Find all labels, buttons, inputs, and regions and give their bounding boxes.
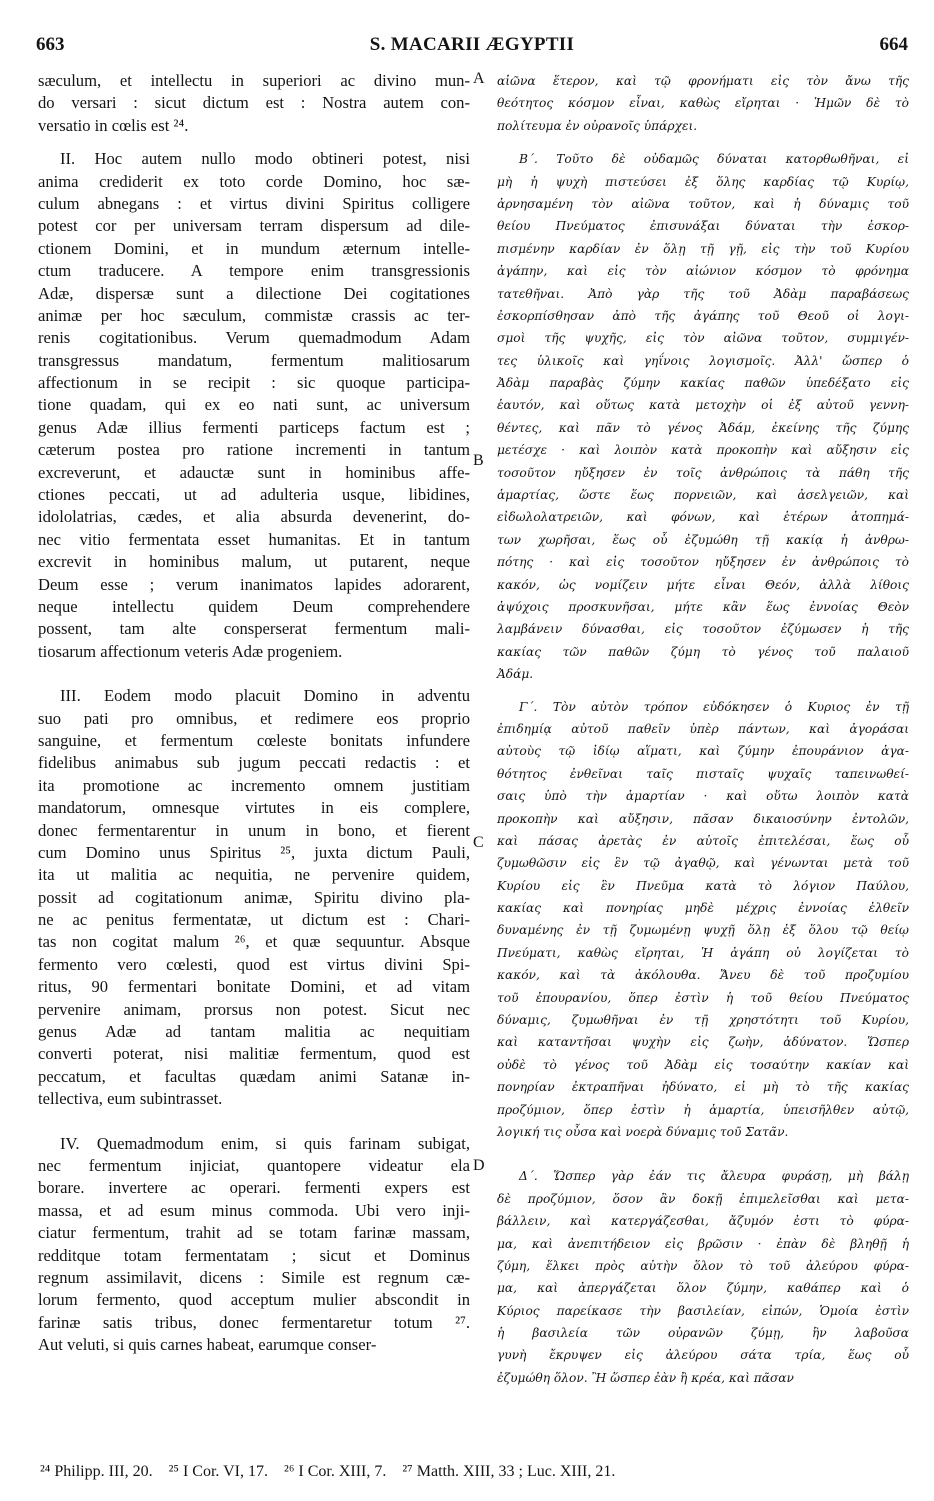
- greek-text-line: οὐδὲ τὸ γένος τοῦ Ἀδὰμ εἰς τοσαύτην κακίαν καὶ: [497, 1057, 909, 1072]
- section-marker-d: D: [473, 1157, 485, 1174]
- greek-text-line: πονηρίαν ἐκτραπῆναι ἠδύνατο, εἰ μὴ τὸ τῆς κακίας: [497, 1080, 909, 1095]
- greek-text-line: Κύριος παρείκασε τὴν βασιλείαν, εἰπών, Ὁμοία ἐστὶν: [497, 1303, 909, 1318]
- latin-text-line: tiosarum affectionum veteris Adæ progeniem.: [38, 641, 343, 661]
- latin-text-line: tellectiva, eum subintrasset.: [38, 1089, 223, 1109]
- section-marker-a: A: [473, 70, 485, 87]
- greek-text-line: Πνεύματι, καθὼς εἴρηται, Ἡ ἀγάπη οὐ λογίζεται τὸ: [497, 945, 909, 960]
- latin-text-line: excreverunt, et adauctæ sunt in hominibus affe-: [38, 462, 470, 482]
- section-marker-b: B: [473, 452, 484, 469]
- footnotes: [40, 1463, 900, 1481]
- latin-text-line: affectionum in se recipit : sic quoque participa-: [38, 373, 470, 393]
- greek-text-line: Γ΄. Τὸν αὐτὸν τρόπον εὐδόκησεν ὁ Κυριος ἐν τῇ: [519, 699, 909, 714]
- latin-text-line: regnum assimilavit, dicens : Simile est regnum cæ-: [38, 1267, 470, 1287]
- latin-text-line: versatio in cœlis est ²⁴.: [38, 115, 189, 135]
- greek-paragraph: [497, 148, 909, 685]
- latin-text-line: cæterum postea pro ratione incrementi in tantum: [38, 440, 470, 460]
- greek-text-line: κακίας τῶν παθῶν ζύμη τὸ γένος τοῦ παλαιοῦ: [497, 644, 909, 659]
- greek-text-line: τατεθῆναι. Ἀπὸ γὰρ τῆς τοῦ Ἀδὰμ παραβάσεως: [497, 286, 909, 301]
- footnote-25: ²⁵ I Cor. VI, 17.: [168, 1463, 269, 1480]
- greek-paragraph: [497, 1165, 909, 1389]
- greek-text-line: μα, καὶ ἀπεργάζεται ὅλον ζύμην, καθάπερ καὶ ὁ: [497, 1281, 909, 1296]
- greek-text-line: ἐσκορπίσθησαν ἀπὸ τῆς ἀγάπης τοῦ Θεοῦ οἱ λογι-: [497, 308, 909, 323]
- greek-text-line: γυνὴ ἔκρυψεν εἰς ἀλεύρου σάτα τρία, ἕως οὗ: [497, 1348, 909, 1363]
- latin-text-line: ciatur fermentum, trahit ad se totam farinæ massam,: [38, 1223, 470, 1243]
- latin-paragraph: [38, 148, 470, 663]
- latin-text-line: borare. invertere ac operari. fermenti expers est: [38, 1178, 470, 1198]
- latin-text-line: genus Adæ illius fermenti particeps factum est ;: [38, 417, 470, 437]
- latin-text-line: possent, tam alte consperserat fermentum mali-: [38, 619, 470, 639]
- latin-text-line: sæculum, et intellectu in superiori ac divino mun-: [38, 71, 470, 90]
- greek-text-line: Κυρίου εἰς ἓν Πνεῦμα κατὰ τὸ λόγιον Παύλου,: [497, 878, 909, 893]
- greek-text-line: αὐτοὺς τῷ ἰδίῳ αἵματι, καὶ ζύμην ἐπουράνιον ἀγα-: [497, 744, 909, 759]
- greek-text-line: ἡ βασιλεία τῶν οὐρανῶν ζύμῃ, ἣν λαβοῦσα: [497, 1326, 909, 1341]
- latin-text-line: ita promotione ac incremento omnem justitiam: [38, 775, 470, 795]
- greek-text-line: κακόν, ὡς νομίζειν μήτε εἶναι Θεόν, ἀλλὰ λίθοις: [497, 577, 909, 592]
- latin-paragraph: [38, 685, 470, 1110]
- latin-text-line: III. Eodem modo placuit Domino in adventu: [60, 686, 470, 706]
- greek-text-line: λογική τις οὖσα καὶ νοερὰ δύναμις τοῦ Σατᾶν.: [497, 1124, 789, 1139]
- latin-text-line: ritus, 90 fermentari bonitate Domini, et ad vitam: [38, 977, 470, 997]
- latin-text-line: redditque totam fermentatam ; sicut et Dominus: [38, 1245, 470, 1265]
- latin-text-line: suo pati pro omnibus, et redimere eos proprio: [38, 708, 470, 728]
- greek-text-line: πότης · καὶ εἰς τοσοῦτον ηὔξησεν ἐν ἀνθρώποις τὸ: [497, 555, 909, 570]
- greek-text-line: ἑαυτόν, καὶ οὕτως κατὰ μετοχὴν οἱ ἐξ αὐτοῦ γεννη-: [497, 398, 909, 413]
- greek-text-line: κακόν, καὶ τὰ ἀκόλουθα. Ἄνευ δὲ τοῦ προζυμίου: [497, 968, 909, 983]
- latin-text-line: possit ad cogitationum animæ, Spiritu divino pla-: [38, 887, 470, 907]
- latin-text-line: ctionem Domini, et in mundum æternum intelle-: [38, 238, 470, 258]
- greek-paragraph: [497, 70, 909, 137]
- section-marker-c: C: [473, 834, 484, 851]
- greek-text-line: ἐζυμώθη ὅλον. Ἢ ὥσπερ ἐὰν ἢ κρέα, καὶ πᾶσαν: [497, 1370, 794, 1385]
- greek-text-line: εἰδωλολατρειῶν, καὶ φόνων, καὶ ἑτέρων ἀτοπημά-: [497, 510, 909, 525]
- latin-paragraph: [38, 1133, 470, 1357]
- latin-text-line: II. Hoc autem nullo modo obtineri potest, nisi: [60, 149, 470, 169]
- greek-text-line: πισμένην καρδίαν ἐν ὅλῃ τῇ γῇ, εἰς τὴν τοῦ Κυρίου: [497, 241, 909, 256]
- latin-text-line: animæ per hoc sæculum, commistæ crassis ac ter-: [38, 305, 470, 325]
- greek-text-line: δὲ προζύμιον, ὅσον ἂν δοκῇ ἐπιμελεῖσθαι καὶ μετα-: [497, 1191, 909, 1206]
- greek-text-line: κακίας καὶ πονηρίας μηδὲ μέχρις ἐννοίας ἐλθεῖν: [497, 901, 909, 916]
- latin-text-line: do versari : sicut dictum est : Nostra autem con-: [38, 93, 470, 113]
- latin-text-line: mandatorum, omnesque virtutes in eis complere,: [38, 798, 470, 818]
- footnote-27: ²⁷ Matth. XIII, 33 ; Luc. XIII, 21.: [402, 1463, 616, 1480]
- latin-text-line: nec fermentum injiciat, quantopere videatur ela: [38, 1155, 470, 1175]
- greek-text-line: ζυμωθῶσιν εἰς ἓν τῷ ἀγαθῷ, καὶ γένωνται μετὰ τοῦ: [497, 856, 909, 871]
- greek-text-line: σμοὶ τῆς ψυχῆς, εἰς τὸν αἰῶνα τοῦτον, συμμιγέν-: [497, 331, 909, 346]
- latin-text-line: ctiones peccati, ut ad adulteria usque, libidines,: [38, 485, 470, 505]
- latin-text-line: massa, et ad esum minus commoda. Ubi vero inji-: [38, 1200, 470, 1220]
- footnote-26: ²⁶ I Cor. XIII, 7.: [284, 1463, 387, 1480]
- footnote-24: ²⁴ Philipp. III, 20.: [40, 1463, 153, 1480]
- greek-text-line: θέντες, καὶ πᾶν τὸ γένος Ἀδάμ, ἐκείνης τῆς ζύμης: [497, 420, 909, 435]
- greek-text-line: θεότητος κόσμον εἶναι, καθὼς εἴρηται · Ἡμῶν δὲ τὸ: [497, 96, 909, 111]
- greek-text-line: τοσοῦτον ηὔξησεν ἐν τοῖς ἀνθρώποις τὰ πάθη τῆς: [497, 465, 909, 480]
- latin-text-line: farinæ satis tribus, donec fermentaretur totum ²⁷.: [38, 1312, 470, 1332]
- greek-text-line: σαις ὑπὸ τὴν ἁμαρτίαν · καὶ οὕτω λοιπὸν κατὰ: [497, 789, 909, 804]
- greek-text-line: ἀγάπην, καὶ εἰς τὸν αἰώνιον κόσμον τὸ φρόνημα: [497, 264, 909, 279]
- latin-text-line: IV. Quemadmodum enim, si quis farinam subigat,: [60, 1133, 470, 1153]
- greek-text-line: καὶ καταντῆσαι ψυχὴν εἰς ζωὴν, ἀδύνατον. Ὥσπερ: [497, 1035, 909, 1050]
- running-title: S. MACARII ÆGYPTII: [369, 34, 575, 55]
- greek-paragraph: [497, 696, 909, 1144]
- greek-text-line: Ἀδάμ.: [497, 667, 534, 682]
- greek-text-line: πολίτευμα ἐν οὐρανοῖς ὑπάρχει.: [497, 118, 698, 133]
- page-number-right: 664: [879, 34, 908, 55]
- latin-text-line: transgressus mandatum, fermentum malitiosarum: [38, 350, 470, 370]
- greek-text-line: τες ὑλικοῖς καὶ γηΐνοις λογισμοῖς. Ἀλλ' ὥσπερ ὁ: [497, 353, 909, 368]
- latin-text-line: tas non cogitat malum ²⁶, et quæ sequuntur. Absque: [38, 932, 470, 952]
- greek-text-line: δύναμις, ζυμωθῆναι ἐν τῇ χρηστότητι τοῦ Κυρίου,: [497, 1013, 909, 1028]
- latin-text-line: donec fermentarentur in unum in bono, et fierent: [38, 820, 470, 840]
- latin-text-line: nec vitio fermentata esset humanitas. Et in tantum: [38, 529, 470, 549]
- latin-text-line: ne ac penitus fermentatæ, ut dictum est : Chari-: [38, 910, 470, 930]
- latin-text-line: cum Domino unus Spiritus ²⁵, juxta dictum Pauli,: [38, 842, 470, 862]
- latin-text-line: peccatum, et facultas quædam animi Satanæ in-: [38, 1066, 470, 1086]
- latin-text-line: Adæ, dispersæ sunt a dilectione Dei cogitationes: [38, 283, 470, 303]
- page-number-left: 663: [36, 34, 65, 55]
- latin-text-line: culum abnegans : et virtus divini Spiritus colligere: [38, 193, 470, 213]
- greek-text-line: ἁμαρτίας, ὥστε ἕως πορνειῶν, καὶ ἀσελγειῶν, καὶ: [497, 488, 909, 503]
- greek-text-line: Ἀδὰμ παραβὰς ζύμην κακίας παθῶν ὑπεδέξατο εἰς: [497, 376, 909, 391]
- page-header: [36, 34, 908, 60]
- latin-text-line: genus Adæ ad tantam malitia ac nequitiam: [38, 1022, 470, 1042]
- greek-text-line: προζύμιον, ὅπερ ἐστὶν ἡ ἁμαρτία, ὑπεισῆλθεν αὐτῷ,: [497, 1102, 909, 1117]
- latin-text-line: fermento vero cœlesti, quod est virtus divini Spi-: [38, 954, 470, 974]
- latin-text-line: Aut veluti, si quis carnes habeat, earumque conser-: [38, 1335, 377, 1355]
- greek-text-line: ἀρνησαμένη τὸν αἰῶνα τοῦτον, καὶ ἡ δύναμις τοῦ: [497, 196, 909, 211]
- latin-text-line: excrevit in hominibus malum, ut putarent, neque: [38, 552, 470, 572]
- greek-text-line: θότητος ἐνθεῖναι ταῖς πισταῖς ψυχαῖς ταπεινωθεί-: [497, 766, 909, 781]
- latin-text-line: lorum fermento, quod acceptum mulier abscondit in: [38, 1290, 470, 1310]
- greek-text-line: λαμβάνειν δύνασθαι, εἰς τοσοῦτον ἐζύμωσεν ἡ τῆς: [497, 622, 909, 637]
- latin-column: [38, 70, 470, 1356]
- latin-text-line: pervenire animam, prorsus non potest. Sicut nec: [38, 999, 470, 1019]
- greek-text-line: μὴ ἡ ψυχὴ πιστεύσει ἐξ ὅλης καρδίας τῷ Κυρίῳ,: [497, 174, 909, 189]
- greek-text-line: ἐπιδημίᾳ αὐτοῦ παθεῖν ὑπὲρ πάντων, καὶ ἀγοράσαι: [497, 721, 909, 736]
- greek-text-line: ζύμη, ἕλκει πρὸς αὐτὴν ὅλον τὸ τοῦ ἀλεύρου φύρα-: [497, 1258, 909, 1273]
- greek-text-line: τοῦ ἐπουρανίου, ὅπερ ἐστὶν ἡ τοῦ θείου Πνεύματος: [497, 990, 909, 1005]
- greek-text-line: καὶ πάσας ἀρετὰς ἐν αὐτοῖς ἐπιτελέσαι, ἕως οὗ: [497, 833, 909, 848]
- greek-text-line: μετέσχε · καὶ λοιπὸν κατὰ προκοπὴν καὶ αὔξησιν εἰς: [497, 443, 909, 458]
- greek-text-line: δυναμένης ἐν τῇ ζυμωμένῃ ψυχῇ ὅλῃ ἐξ ὅλου τῷ θείῳ: [497, 923, 909, 938]
- greek-text-line: βάλλειν, καὶ κατεργάζεσθαι, ἄζυμόν ἐστι τὸ φύρα-: [497, 1214, 909, 1229]
- latin-text-line: anima crediderit ex toto corde Domino, hoc sæ-: [38, 171, 470, 191]
- latin-text-line: converti poterat, nisi malitiæ fermentum, quod est: [38, 1044, 470, 1064]
- latin-text-line: idololatrias, cædes, et alia absurda devenerint, do-: [38, 507, 470, 527]
- greek-text-line: των χωρῆσαι, ἕως οὗ ἐζυμώθη τῇ κακίᾳ ἡ ἀνθρω-: [497, 532, 909, 547]
- greek-text-line: Β΄. Τοῦτο δὲ οὐδαμῶς δύναται κατορθωθῆναι, εἰ: [519, 152, 909, 167]
- latin-text-line: Deum esse ; verum inanimatos lapides adorarent,: [38, 574, 470, 594]
- latin-text-line: ita ut malitia ac nequitia, ne pervenire quidem,: [38, 865, 470, 885]
- greek-text-line: ἀψύχοις προσκυνῆσαι, μήτε κἂν ἕως ἐννοίας Θεὸν: [497, 599, 909, 614]
- greek-text-line: μα, καὶ ἀνεπιτήδειον εἰς βρῶσιν · ἐπὰν δὲ βληθῇ ἡ: [497, 1236, 909, 1251]
- latin-text-line: sanguine, et fermentum cœleste bonitats infundere: [38, 730, 470, 750]
- latin-text-line: potest cor per universam terram dispersum ad dile-: [38, 216, 470, 236]
- greek-column: [497, 70, 909, 1389]
- latin-text-line: fidelibus animabus sub jugum peccati redactis : et: [38, 753, 470, 773]
- greek-text-line: προκοπὴν καὶ αὔξησιν, πᾶσαν δικαιοσύνην ἐντολῶν,: [497, 811, 909, 826]
- greek-text-line: θείου Πνεύματος ἐπισυνάξαι δύναται τὴν ἐσκορ-: [497, 219, 909, 234]
- latin-text-line: ctum traducere. A tempore enim transgressionis: [38, 261, 470, 281]
- greek-text-line: αἰῶνα ἕτερον, καὶ τῷ φρονήματι εἰς τὸν ἄνω τῆς: [497, 74, 909, 88]
- latin-text-line: neque intellectu quidem Deum comprehendere: [38, 596, 470, 616]
- latin-text-line: renis cogitationibus. Verum quemadmodum Adam: [38, 328, 470, 348]
- latin-text-line: tione quadam, qui ex eo nati sunt, ac universum: [38, 395, 470, 415]
- latin-paragraph: [38, 70, 470, 137]
- greek-text-line: Δ΄. Ὥσπερ γὰρ ἐάν τις ἄλευρα φυράσῃ, μὴ βάλῃ: [519, 1169, 909, 1184]
